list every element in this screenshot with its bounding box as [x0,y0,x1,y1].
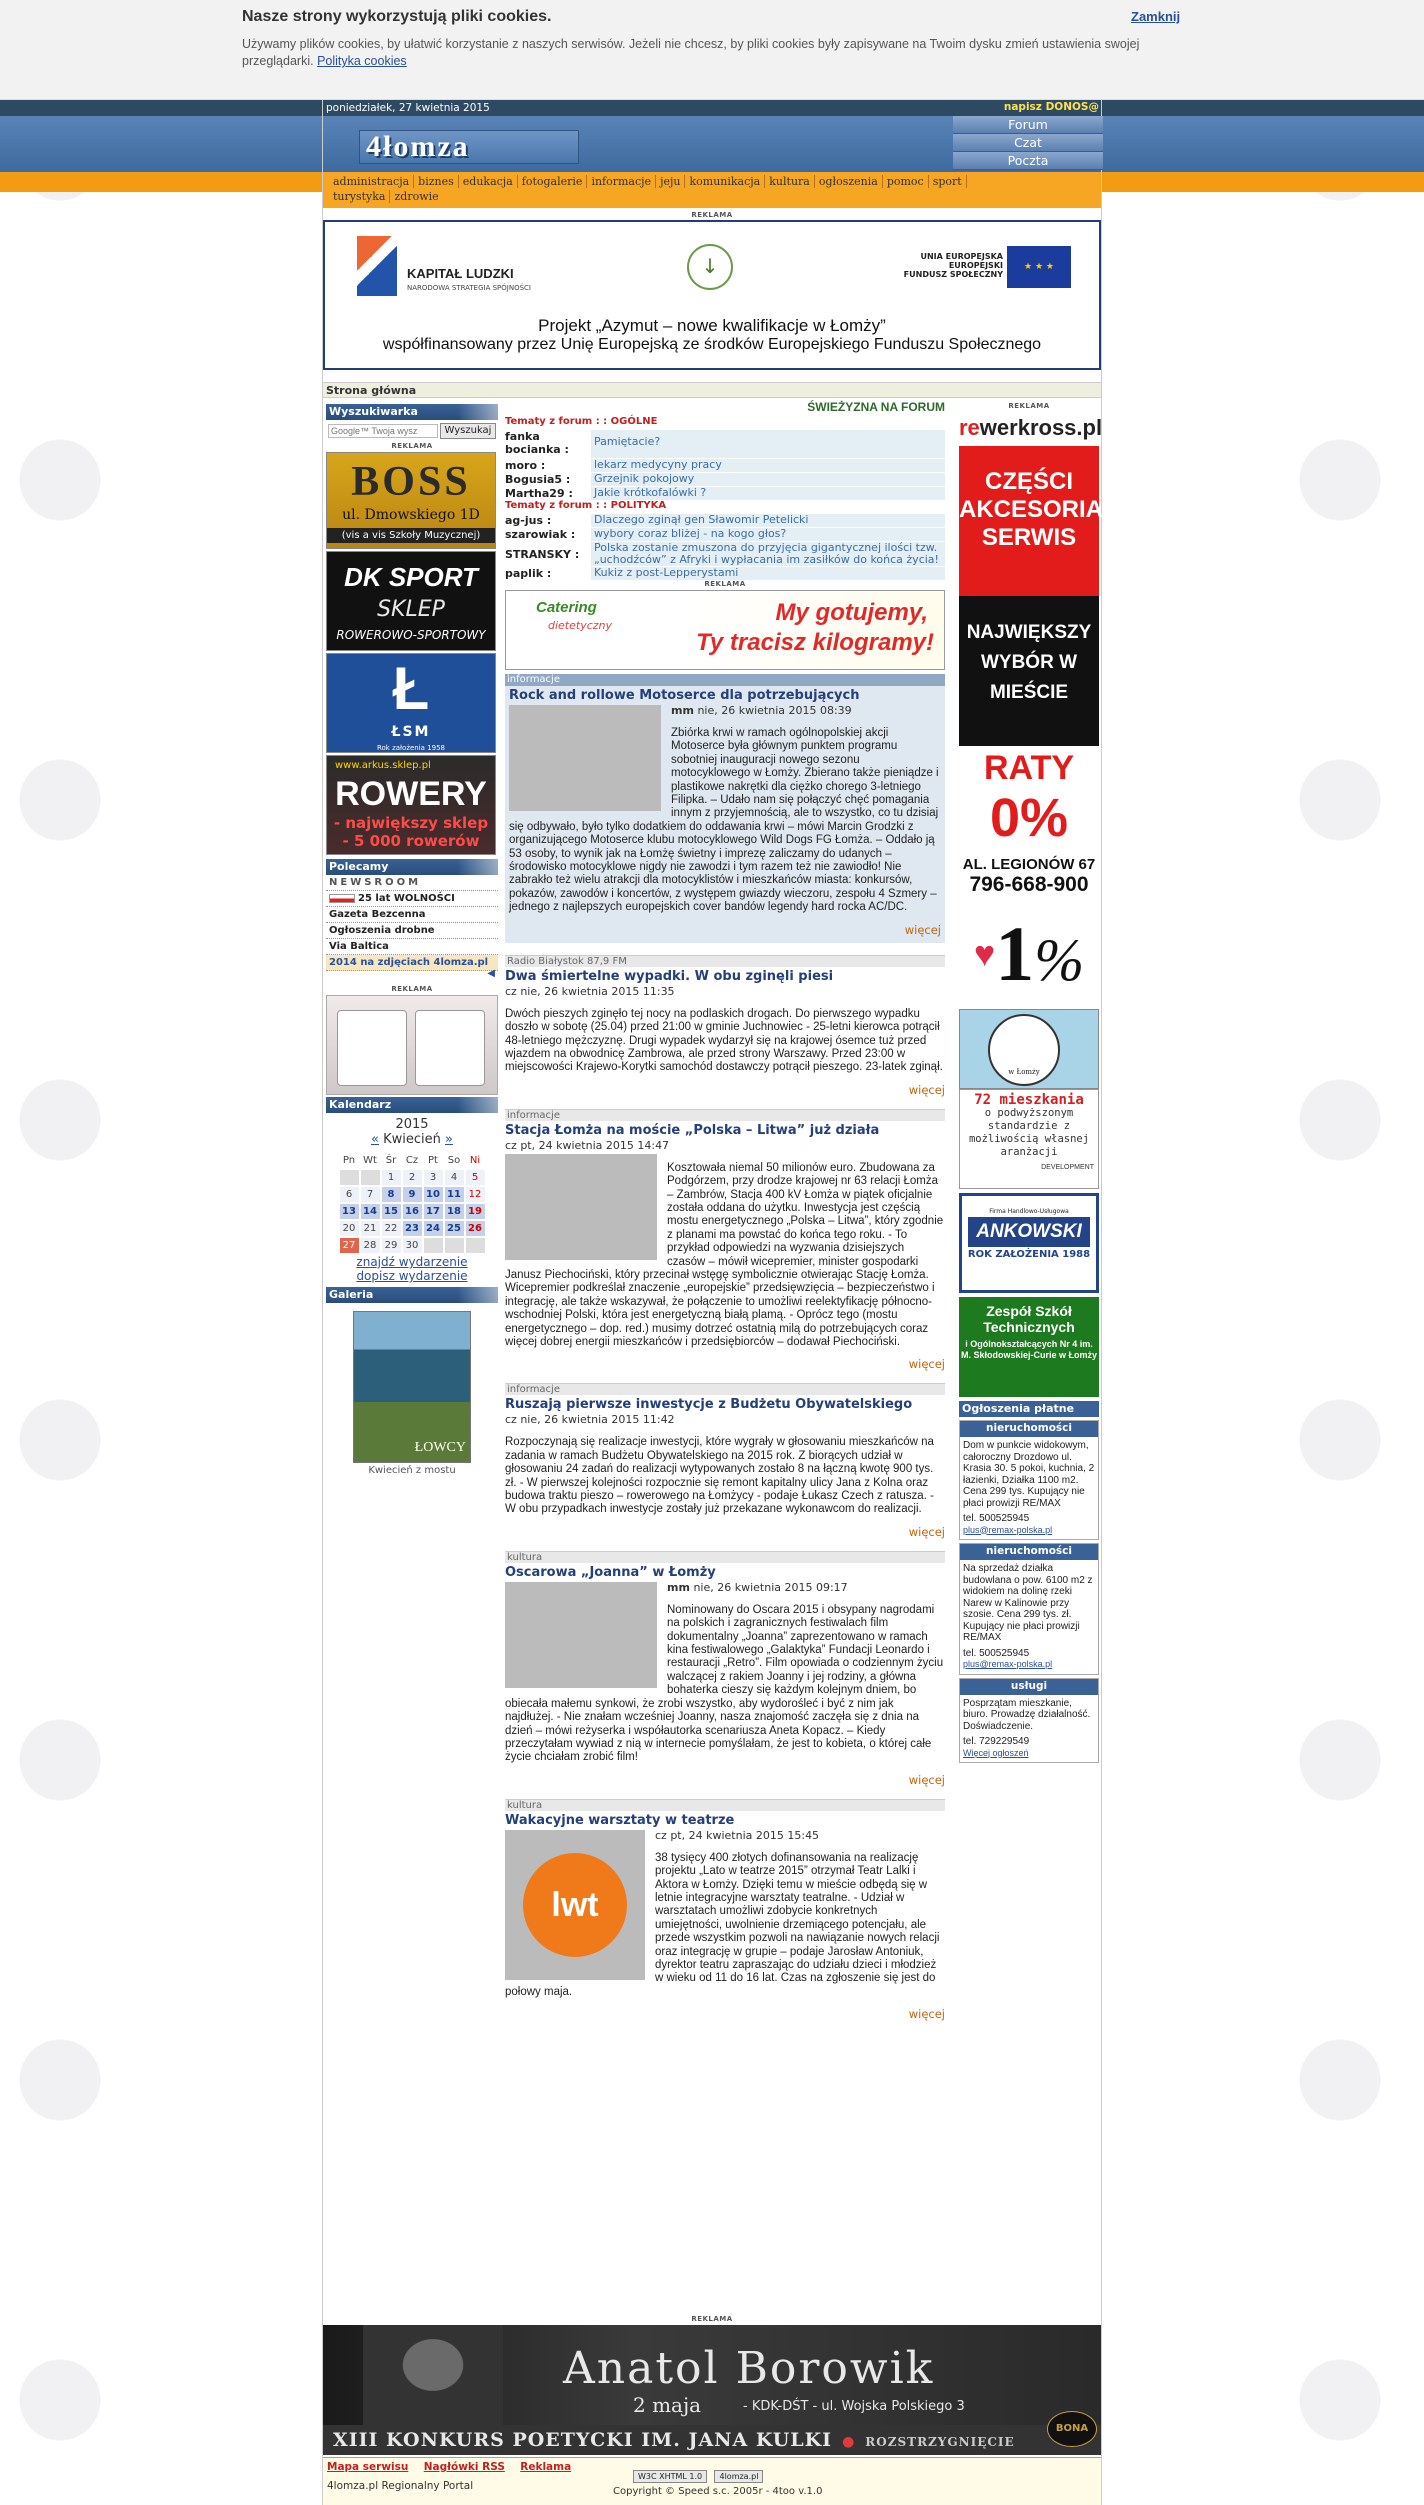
ad-label: REKLAMA [704,580,746,588]
calendar-day[interactable]: 17 [424,1204,443,1219]
paid-ad-phone: tel. 729229549 [963,1736,1030,1747]
footer-copyright: Copyright © Speed s.c. 2005r - 4too v.1.0 [613,2486,823,2497]
forum-topic[interactable]: wybory coraz bliżej - na kogo głos? [591,528,945,541]
cat-sport[interactable]: sport [929,175,967,188]
cat-zdrowie[interactable]: zdrowie [394,190,439,203]
cat-edukacja[interactable]: edukacja [459,175,518,188]
calendar-month: Kwiecień [383,1132,441,1147]
nav-poczta[interactable]: Poczta [953,152,1103,170]
performer-photo [363,2325,503,2425]
calendar-day[interactable]: 30 [403,1238,422,1253]
forum-row [505,567,945,580]
calendar-day-header: Cz [405,1155,419,1166]
ad-najwiekszy-wybor[interactable]: NAJWIĘKSZY WYBÓR W MIEŚCIE [959,596,1099,746]
paid-ad-body [960,1695,1098,1763]
ank-small: Firma Handlowo-Usługowa [989,1208,1069,1215]
calendar-day[interactable]: 9 [403,1187,422,1202]
borowik-date: 2 maja [633,2393,702,2417]
gallery [326,1303,498,1476]
polecamy-25-lat-label: 25 lat WOLNOŚCI [358,893,455,904]
search-button[interactable]: Wyszukaj [440,423,496,439]
polecamy-gazeta[interactable]: Gazeta Bezcenna [326,907,498,923]
kl-title: KAPITAŁ LUDZKI [407,266,514,281]
calendar-day[interactable]: 18 [445,1204,464,1219]
ad-label: REKLAMA [391,985,433,993]
article-body: Zbiórka krwi w ramach ogólnopolskiej akcji Motoserce była głównym punktem programu sobotniej inauguracji nowego sezonu motocyklowego w Łomży. Zbierano także pieniądze i plastikowe nakrętki dla ciężko chorego 3-letniego Filipka. – Udało nam się połączyć chęć pomagania innym z przyjemnością, ale to wszystko, co tu dzisiaj się odbywało, było tylko dodatkiem do oddawania krwi – mówi Marcin Grodzki z organizującego Motoserce klubu motocyklowego Wild Dogs FG Łomża. – Oddało ją 53 osoby, to wynik jak na Łomżę świetny i imprezę zaliczamy do udanych – środowisko motocyklowe nigdy nie zawodzi i tym razem też nie zawiodło! Nie zabrakło też wielu atrakcji dla motocyklistów i mieszkańców miasta: konkursów, pokazów, zawodów i koncertów, z występem gwiazdy wieczoru, zespołu 4 Szmery – jednego z najlepszych europejskich cover bandów legendy hard rocka AC/DC. [509,727,939,914]
ad-rowery-l1: - największy sklep [333,814,489,832]
more-ads-link[interactable]: Więcej ogłoszeń [963,1747,1029,1758]
ad-label: REKLAMA [691,211,733,219]
calendar-day[interactable]: 11 [445,1187,464,1202]
article-section[interactable]: Radio Białystok 87,9 FM [505,955,945,967]
article-body: Nominowany do Oscara 2015 i obsypany nagrodami na polskich i zagranicznych festiwalach film dokumentalny „Joanna” zaprezentowano w ramach kina festiwalowego „Galaktyka” Fundacji Leonardo i restauracji „Retro”. Film opowiada o codziennym życiu walczącej z rakiem Joanny i jej rodziny, a główna bohaterka cieszy się każdym kolejnym dniem, bo obiecała małemu synkowi, że zrobi wszystko, aby wydorośleć i być z nim jak najdłużej. - Nie znałam wcześniej Joanny, nasza znajomość zaczęła się z dnia na dzień – mówi reżyserka i współautorka scenariusza Aneta Kopacz. – Kiedy przeczytałam wywiad z nią w internecie pomyślałam, że jest to kobieta, o której całe życie chciałam zrobić film! [505,1603,944,1764]
page-wrapper [322,100,1102,2505]
forum-row [505,514,945,527]
paid-ad-phone: tel. 500525945 [963,1513,1030,1524]
ad-one-percent[interactable] [959,904,1099,1009]
article-body: Kosztowała niemal 50 milionów euro. Zbudowana za Podgórzem, przy drodze krajowej nr 63 relacji Łomża – Zambrów, Stacja 400 kV Łomża w piątek oficjalnie została oddana do użytku. Inwestycja jest częścią mostu energetycznego „Polska – Litwa”, który zgodnie z planami ma powstać do końca tego roku. - To przykład odpowiedzi na wyzwania dzisiejszych czasów – mówił wicepremier, minister gospodarki Janusz Piechociński, który przecinał wstęgę symbolicznie otwierając Stację Łomża. Wicepremier podkreślał znaczenie „europejskie” przedsięwzięcia – bezpieczeństwo i integrację, ale także wskazywał, że połączenie to umożliwi reelektyfikację północno-wschodniej Polski, która jest energetyczną białą plamą. - Oprócz tego (mostu energetycznego – dop. red.) musimy dotrzeć ostatnią milą do potrzebujących coraz więcej dobrej energii mieszkańców i przedsiębiorców – dodawał Piechociński. [505,1161,944,1348]
calendar-prev[interactable]: « [371,1132,379,1147]
raty-value: 0% [989,788,1069,848]
cookie-title: Nasze strony wykorzystują pliki cookies. [242,8,552,25]
ad-boss-addr: ul. Dmowskiego 1D [342,507,480,523]
article-date: cz nie, 26 kwietnia 2015 11:42 [505,1413,675,1427]
article-section[interactable]: informacje [505,674,945,686]
ad-borowik-banner[interactable] [323,2325,1101,2455]
cat-jeju[interactable]: jeju [656,175,685,188]
forum-user: fanka bocianka : [505,430,569,456]
nav-czat[interactable]: Czat [953,134,1103,152]
calendar-day[interactable]: 12 [466,1187,485,1202]
top-nav [953,116,1103,170]
calendar-day[interactable]: 26 [466,1221,485,1236]
calendar-day-header: Śr [385,1155,397,1166]
cat-informacje[interactable]: informacje [587,175,656,188]
footer [323,2457,1101,2505]
calendar [326,1113,498,1287]
calendar-day[interactable]: 16 [403,1204,422,1219]
ad-label: REKLAMA [1008,402,1050,410]
paid-ad-text: Dom w punkcie widokowym, całoroczny Drozdowo ul. Krasia 30. 5 pokoi, kuchnia, 2 łazienki, Działka 1100 m2. Cena 299 tys. Kupujący nie płaci prowizji RE/MAX [963,1440,1095,1509]
ad-address-phone: 796-668-900 [969,873,1089,896]
search-box [326,420,498,442]
article-body: 38 tysięcy 400 złotych dofinansowania na realizację projektu „Lato w teatrze 2015” otrzymał Teatr Lalki i Aktora w Łomży. Dzięki temu w mieście odbędą się w letnie integracyjne warsztaty teatralne. - Udział w warsztatach umożliwi zdobycie konkretnych umiejętności, uwolnienie drzemiącego potencjału, ale przede wszystkim pozwoli na nawiązanie nowych relacji oraz integrację w grupie – podaje Jarosław Antoniuk, dyrektor teatru zapraszając do udziału dzieci i młodzież w wieku od 11 do 16 lat. Czas na zgłoszenie się jest do połowy maja. [505,1851,940,1998]
calendar-day[interactable]: 10 [424,1187,443,1202]
ad-zst[interactable] [959,1297,1099,1397]
paid-ad-category: nieruchomości [960,1544,1098,1560]
paid-ad-text: Posprzątam mieszkanie, biuro. Prowadzę działalność. Doświadczenie. [963,1697,1091,1732]
gallery-image[interactable] [353,1311,471,1463]
polecamy-25-lat[interactable] [326,891,498,907]
footer-sitemap-link[interactable]: Mapa serwisu [327,2461,409,2473]
polecamy-via-baltica[interactable]: Via Baltica [326,939,498,955]
ad-czesci[interactable]: CZĘŚCI AKCESORIA SERWIS [959,446,1099,596]
calendar-day[interactable]: 6 [340,1187,359,1202]
top-bar [323,100,1101,116]
forum-category[interactable]: Tematy z forum : : POLITYKA [505,500,667,511]
forum-row [505,459,945,472]
polecamy-2014[interactable] [326,955,498,979]
forum-user: paplik : [505,567,552,580]
polecamy-header: Polecamy [326,859,498,875]
calendar-day[interactable]: 21 [361,1221,380,1236]
calendar-grid [338,1151,487,1255]
polecamy-list [326,875,498,979]
forum-user: Bogusia5 : [505,473,571,486]
search-input[interactable] [328,424,438,438]
footer-badges [633,2470,767,2483]
cat-kultura[interactable]: kultura [765,175,815,188]
article-more-link[interactable]: więcej [908,1524,945,1539]
right-column [959,402,1104,1763]
breadcrumb: Strona główna [323,382,1101,398]
ad-rowery-l2: - 5 000 rowerów [342,832,480,850]
calendar-day[interactable]: 20 [340,1221,359,1236]
forum-fresh-title: ŚWIEŻYZNA NA FORUM [807,400,945,414]
article-title[interactable]: Ruszają pierwsze inwestycje z Budżetu Obywatelskiego [505,1397,913,1413]
footer-portal: 4lomza.pl Regionalny Portal [327,2480,474,2492]
article-title[interactable]: Oscarowa „Joanna” w Łomży [505,1564,716,1580]
catering-brand1: Catering [536,599,597,616]
calendar-day-header: Wt [363,1155,377,1166]
calendar-day[interactable]: 13 [340,1204,359,1219]
article-more-link[interactable]: więcej [908,1357,945,1372]
ad-dk-name: DK SPORT [344,562,478,592]
search-header: Wyszukiwarka [326,404,498,420]
calendar-day[interactable]: 5 [466,1170,485,1185]
cookie-text-body: Używamy plików cookies, by ułatwić korzystanie z naszych serwisów. Jeżeli nie chcesz, by pliki cookies były zapisywane na Twoim dysku zmień ustawienia swojej przeglądarki. [242,37,1140,68]
borowik-name: Anatol Borowik [563,2343,935,2394]
ad-ankowski[interactable] [959,1193,1099,1293]
article-more-link[interactable]: więcej [908,1082,945,1097]
cat-komunikacja[interactable]: komunikacja [685,175,765,188]
calendar-day[interactable]: 3 [424,1170,443,1185]
borowik-place: - KDK-DŚT - ul. Wojska Polskiego 3 [743,2399,965,2414]
paid-ad-phone: tel. 500525945 [963,1647,1030,1659]
gallery-overlay: ŁOWCY [414,1440,466,1455]
ad72-title: 72 mieszkania [974,1092,1084,1108]
ad-raty[interactable] [959,746,1099,856]
article-more-link[interactable]: więcej [904,922,941,937]
ad-boss-name: BOSS [351,459,471,505]
article [505,1383,945,1538]
calendar-next[interactable]: » [445,1132,453,1147]
ad-rowery-url: www.arkus.sklep.pl [335,760,431,771]
eu-line2: współfinansowany przez Unię Europejską ze środków Europejskiego Funduszu Społecznego [382,336,1042,353]
kl-sub: NARODOWA STRATEGIA SPÓJNOŚCI [407,284,531,292]
ad72-dev: DEVELOPMENT [1041,1164,1094,1171]
donos-link[interactable]: napisz DONOS@ [1003,101,1099,113]
paid-ad-text: Na sprzedaż działka budowlana o pow. 6100 m2 z widokiem na dolinę rzeki Narew w Kalinowie przy szosie. Cena 299 tys. zł. Kupujący nie płaci prowizji RE/MAX [963,1563,1093,1643]
article-author: mm [667,1580,690,1594]
cookie-text [242,36,1182,70]
calendar-today[interactable]: 27 [340,1238,359,1253]
ad-dk-sport[interactable] [326,551,496,651]
site-logo[interactable]: 4łomza [359,130,579,164]
calendar-day [424,1238,443,1253]
calendar-day [361,1170,380,1185]
article [505,1551,945,1787]
paid-ad-category: usługi [960,1679,1098,1695]
article [505,674,945,943]
cat-fotogalerie[interactable]: fotogalerie [518,175,588,188]
ad-address-street: AL. LEGIONÓW 67 [962,856,1096,873]
eu-project-banner[interactable] [323,220,1101,370]
paid-ad-body [960,1560,1098,1674]
article-section[interactable]: informacje [505,1109,945,1121]
forum-row [505,528,945,541]
cat-ogloszenia[interactable]: ogłoszenia [815,175,883,188]
paid-ad-mail[interactable]: plus@remax-polska.pl [963,1524,1053,1535]
lsm-logo-icon: Ł [392,655,430,722]
cat-administracja[interactable]: administracja [329,175,414,188]
forum-user: ag-jus : [505,514,552,527]
forum-row [505,542,945,566]
paid-ad[interactable] [959,1678,1099,1764]
eu-line1: Projekt „Azymut – nowe kwalifikacje w Łomży” [538,316,886,335]
paid-ad-mail[interactable]: plus@remax-polska.pl [963,1659,1053,1669]
paid-ad-category: nieruchomości [960,1421,1098,1437]
calendar-day[interactable]: 1 [382,1170,401,1185]
mug-image [337,1010,407,1086]
arrow-left-icon: ◀ [487,968,495,979]
kapital-ludzki-icon [357,236,397,296]
article-section[interactable]: kultura [505,1551,945,1563]
galeria-header: Galeria [326,1287,498,1303]
eu-flag-icon: ★ ★ ★ [1007,246,1071,288]
calendar-day-header: Ni [469,1155,481,1166]
forum-topic[interactable]: lekarz medycyny pracy [591,459,945,472]
article [505,1799,945,2021]
forum-topic[interactable]: Dlaczego zginął gen Sławomir Petelicki [591,514,945,527]
paid-ads-header: Ogłoszenia płatne [959,1401,1099,1417]
cat-biznes[interactable]: biznes [414,175,459,188]
lwt-logo-icon: lwt [523,1853,627,1957]
article-title[interactable]: Rock and rollowe Motoserce dla potrzebujących [509,688,860,703]
forum-user: STRANSKY : [505,548,580,561]
lomza-crest-icon: ↓ [687,244,733,290]
ad-lsm-note: Rok założenia 1958 [376,744,446,752]
ad-mugs[interactable] [326,995,498,1095]
cat-pomoc[interactable]: pomoc [883,175,929,188]
article-title[interactable]: Dwa śmiertelne wypadki. W obu zginęli piesi [505,968,834,984]
gallery-caption[interactable]: Kwiecień z mostu [368,1465,456,1476]
forum-topic[interactable]: Pamiętacie? [591,430,945,458]
cat-turystyka[interactable]: turystyka [329,190,390,203]
ad-boss[interactable] [326,452,496,549]
one-percent-number: 1 [995,910,1035,997]
calendar-day[interactable]: 14 [361,1204,380,1219]
w3c-badge[interactable]: W3C XHTML 1.0 [633,2470,707,2483]
forum-row [505,473,945,486]
calendar-day [466,1238,485,1253]
paid-ad-body [960,1437,1098,1539]
cookie-close-link[interactable]: Zamknij [1131,9,1181,24]
catering-slogan2: Ty tracisz kilogramy! [696,629,934,656]
bona-logo: BONA [1047,2411,1097,2447]
calendar-day-header: Pt [428,1155,438,1166]
site-badge[interactable]: 4lomza.pl [714,2470,763,2483]
ad-label: REKLAMA [391,442,433,450]
ue-text: UNIA EUROPEJSKA EUROPEJSKI FUNDUSZ SPOŁECZNY [903,252,1003,279]
calendar-day[interactable]: 29 [382,1238,401,1253]
ad72-text: o podwyższonym standardzie z możliwością własnej aranżacji [968,1107,1090,1158]
catering-slogan1: My gotujemy, [775,599,928,626]
borowik-result: ROZSTRZYGNIĘCIE [865,2435,1015,2449]
article [505,955,945,1097]
ad-zse[interactable] [959,1009,1099,1089]
ad-rowery-name: ROWERY [335,775,487,813]
polecamy-ogloszenia[interactable]: Ogłoszenia drobne [326,923,498,939]
catering-brand2: dietetyczny [548,619,613,632]
paid-ad[interactable] [959,1543,1099,1675]
polecamy-newsroom[interactable]: NEWSROOM [326,875,498,891]
ank-year: ROK ZAŁOŻENIA 1988 [967,1249,1091,1260]
category-nav [323,172,1101,208]
forum-category[interactable]: Tematy z forum : : OGÓLNE [505,416,658,427]
calendar-day[interactable]: 24 [424,1221,443,1236]
calendar-day-header: Pn [342,1155,356,1166]
ad-lsm-name: ŁSM [391,724,431,740]
forum-topic[interactable]: Grzejnik pokojowy [591,473,945,486]
borowik-contest-bar [323,2425,1101,2455]
calendar-day[interactable]: 28 [361,1238,380,1253]
forum-row [505,487,945,500]
calendar-day[interactable]: 4 [445,1170,464,1185]
calendar-year: 2015 [395,1117,429,1132]
article-more-link[interactable]: więcej [908,1772,945,1787]
footer-rss-link[interactable]: Nagłówki RSS [423,2461,505,2473]
nav-forum[interactable]: Forum [953,116,1103,134]
calendar-day[interactable]: 2 [403,1170,422,1185]
add-event-link[interactable]: dopisz wydarzenie [356,1269,468,1283]
article-date: nie, 26 kwietnia 2015 08:39 [697,704,852,717]
find-event-link[interactable]: znajdź wydarzenie [356,1255,468,1269]
calendar-day [340,1170,359,1185]
ad-address[interactable] [959,856,1099,904]
raty-label: RATY [983,749,1075,787]
cookie-bar [0,0,1424,100]
rewerkross-suffix: werkross.pl [979,415,1103,440]
one-percent-mark: % [1034,927,1085,993]
ad-boss-note: (vis a vis Szkoły Muzycznej) [327,528,495,543]
ad-dk-shop: SKLEP [377,597,445,622]
calendar-day [445,1238,464,1253]
zse-seal-icon: w Łomży [988,1014,1060,1086]
forum-topic[interactable]: Jakie krótkofalówki ? [591,487,945,500]
borowik-contest: XIII KONKURS POETYCKI IM. JANA KULKI [333,2429,833,2451]
article-photo[interactable] [505,1582,657,1688]
article-photo[interactable] [505,1154,657,1260]
ad-catering[interactable] [505,590,945,670]
article-photo[interactable] [509,705,661,811]
ad-dk-type: ROWEROWO-SPORTOWY [336,628,486,642]
current-date: poniedziałek, 27 kwietnia 2015 [326,102,490,114]
cookie-policy-link[interactable]: Polityka cookies [317,54,407,68]
flag-icon [329,894,355,903]
forum-user: moro : [505,459,546,472]
calendar-day[interactable]: 7 [361,1187,380,1202]
calendar-day[interactable]: 8 [382,1187,401,1202]
article-photo[interactable] [505,1830,645,1980]
rewerkross-prefix: re [959,415,980,440]
kapital-ludzki-logo [357,236,557,302]
mug-image [415,1010,485,1086]
calendar-day[interactable]: 19 [466,1204,485,1219]
article-section[interactable]: informacje [505,1383,945,1395]
forum-user: szarowiak : [505,528,576,541]
site-header [323,116,1101,172]
calendar-day-header: So [447,1155,461,1166]
article-title[interactable]: Stacja Łomża na moście „Polska – Litwa” już działa [505,1122,880,1138]
calendar-day[interactable]: 25 [445,1221,464,1236]
article-section[interactable]: kultura [505,1799,945,1811]
ad-label: REKLAMA [691,2315,733,2323]
forum-row [505,430,945,458]
paid-ad[interactable] [959,1420,1099,1540]
ad-rowery[interactable] [326,755,496,855]
forum-user: Martha29 : [505,487,573,500]
article-date: cz pt, 24 kwietnia 2015 15:45 [655,1828,820,1842]
article-title[interactable]: Wakacyjne warsztaty w teatrze [505,1812,735,1828]
footer-ads-link[interactable]: Reklama [520,2461,572,2473]
article-date: nie, 26 kwietnia 2015 09:17 [693,1580,848,1594]
calendar-month-row [326,1132,498,1147]
article-more-link[interactable]: więcej [908,2007,945,2022]
calendar-day[interactable]: 22 [382,1221,401,1236]
forum-list [505,416,945,580]
ank-name: ANKOWSKI [968,1217,1090,1247]
ad-rewerkross-logo[interactable] [959,410,1103,446]
dot-icon: ● [842,2434,856,2450]
article-date: cz nie, 26 kwietnia 2015 11:35 [505,984,675,998]
forum-topic[interactable]: Kukiz z post-Lepperystami [591,567,945,580]
article-date: cz pt, 24 kwietnia 2015 14:47 [505,1138,670,1152]
zst-sub: i Ogólnokształcących Nr 4 im. M. Skłodowskiej-Curie w Łomży [960,1339,1098,1360]
article [505,1109,945,1372]
heart-icon: ♥ [973,934,996,974]
calendar-day[interactable]: 23 [403,1221,422,1236]
left-column [326,404,498,1476]
calendar-day[interactable]: 15 [382,1204,401,1219]
main-column [505,400,945,2021]
forum-topic[interactable]: Polska zostanie zmuszona do przyjęcia gigantycznej ilości tzw. „uchodźców” z Afryki i wypłacania im zasiłków do końca życia! [591,542,945,566]
kalendarz-header: Kalendarz [326,1097,498,1113]
article-body: Dwóch pieszych zginęło tej nocy na podlaskich drogach. Do pierwszego wypadku doszło w sobotę (25.04) przed 21:00 w gminie Juchnowiec - 25-letni kierowca potrącił 48-letniego mężczyznę. Drugi wypadek wydarzył się na krajowej ósemce tuż przed wjazdem na obwodnicę Zambrowa, ale przed strony Warszawy. Przed 23:00 w miejscowości Krajewo-Korytki samochód dostawczy potrącił pieszego. 23-latek zginął. [505,1007,943,1074]
polecamy-2014-label: 2014 na zdjęciach 4lomza.pl [329,957,489,968]
ad-72-mieszkania[interactable] [959,1089,1099,1189]
ad-lsm[interactable] [326,653,496,753]
article-body: Rozpoczynają się realizacje inwestycji, które wygrały w głosowaniu mieszkańców na zadania w ramach Budżetu Obywatelskiego na 2015 rok. Z biorących udział w głosowaniu 24 zadań do realizacji wytypowanych zostało 8 na łączną kwotę 900 tys. zł. - W pierwszej kolejności rozpocznie się remont kapitalny ulicy Jana z Kolna oraz budowa traktu pieszo – rowerowego na Łomżycy - podaje Łukasz Czech z ratusza. - W obu przypadkach inwestycje zostały już przekazane wykonawcom do realizacji. [505,1436,934,1516]
article-author: mm [671,704,694,717]
eu-logo [903,246,1073,288]
zst-name: Zespół Szkół Technicznych [983,1303,1075,1335]
